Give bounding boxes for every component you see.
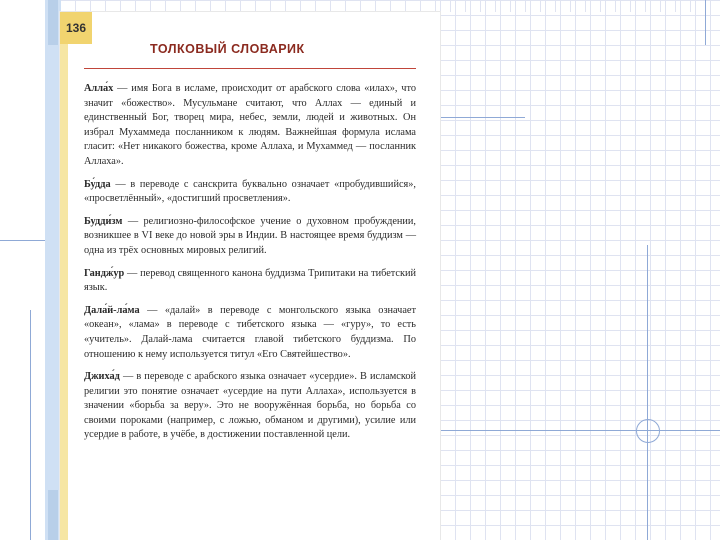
entry-definition: — перевод священного канона буддизма Трипитаки на тибетский язык. — [84, 267, 416, 294]
glossary-entries — [84, 82, 416, 451]
decorative-circle — [636, 419, 660, 443]
decorative-line-v1 — [647, 245, 648, 540]
decorative-line-v3 — [705, 0, 706, 45]
page-edge-strip — [60, 44, 68, 540]
left-margin — [0, 0, 44, 540]
left-decorative-bar — [45, 0, 61, 540]
grid-paper-background — [440, 0, 720, 540]
grid-paper-top-strip — [60, 0, 720, 12]
entry-definition: — религиозно-философское учение о духовном пробуждении, возникшее в VI веке до новой эры в Индии. В настоящее время буддизм — одна из трёх основных мировых религий. — [84, 215, 416, 256]
page-number: 136 — [60, 12, 92, 44]
entry-term: Гандж́ур — [84, 267, 125, 279]
decorative-line-h2 — [0, 240, 45, 241]
left-bar-top-segment — [48, 0, 58, 45]
glossary-entry — [84, 82, 416, 170]
page-title: ТОЛКОВЫЙ СЛОВАРИК — [150, 42, 305, 56]
glossary-entry — [84, 304, 416, 362]
decorative-line-v2 — [30, 310, 31, 540]
entry-term: Бу́дда — [84, 178, 111, 190]
entry-term: Алла́х — [84, 83, 114, 94]
decorative-line-h3 — [440, 430, 720, 431]
glossary-entry — [84, 178, 416, 207]
entry-definition: — в переводе с санскрита буквально означает «пробудившийся», «просветлённый», «достигший просветления». — [84, 178, 416, 205]
textbook-page — [60, 12, 440, 540]
glossary-entry — [84, 267, 416, 296]
entry-term: Джиха́д — [84, 371, 120, 383]
entry-term: Дала́й-ла́ма — [84, 304, 140, 316]
left-bar-bottom-segment — [48, 490, 58, 540]
decorative-line-h1 — [440, 117, 525, 118]
glossary-entry — [84, 215, 416, 259]
glossary-entry — [84, 370, 416, 443]
title-underline — [84, 68, 416, 69]
entry-term: Будди́зм — [84, 215, 123, 227]
entry-definition: — «далай» в переводе с монгольского языка означает «океан», «лама» в переводе с тибетского языка — «гуру», то есть «учитель». Далай-лама считается главой тибетского буддизма. По отношению к нему используется титул «Его Святейшество». — [84, 304, 416, 360]
entry-definition: — имя Бога в исламе, происходит от арабского слова «илах», что значит «божество». Мусульмане считают, что Аллах — единый и единственный Бог, творец мира, небес, земли, людей и животных. Он избрал Мухаммеда посланником к людям. Важнейшая формула ислама гласит: «Нет никакого божества, кроме Аллаха, и Мухаммед — посланник Аллаха». — [84, 83, 416, 167]
entry-definition: — в переводе с арабского языка означает «усердие». В исламской религии это понятие означает «усердие на пути Аллаха», используется в значении «борьба за веру». Это не вооружённая борьба, но борьба со своими пороками (например, с ложью, обманом и другими), усилие или усердие в работе, в учёбе, в достижении поставленной цели. — [84, 371, 416, 441]
